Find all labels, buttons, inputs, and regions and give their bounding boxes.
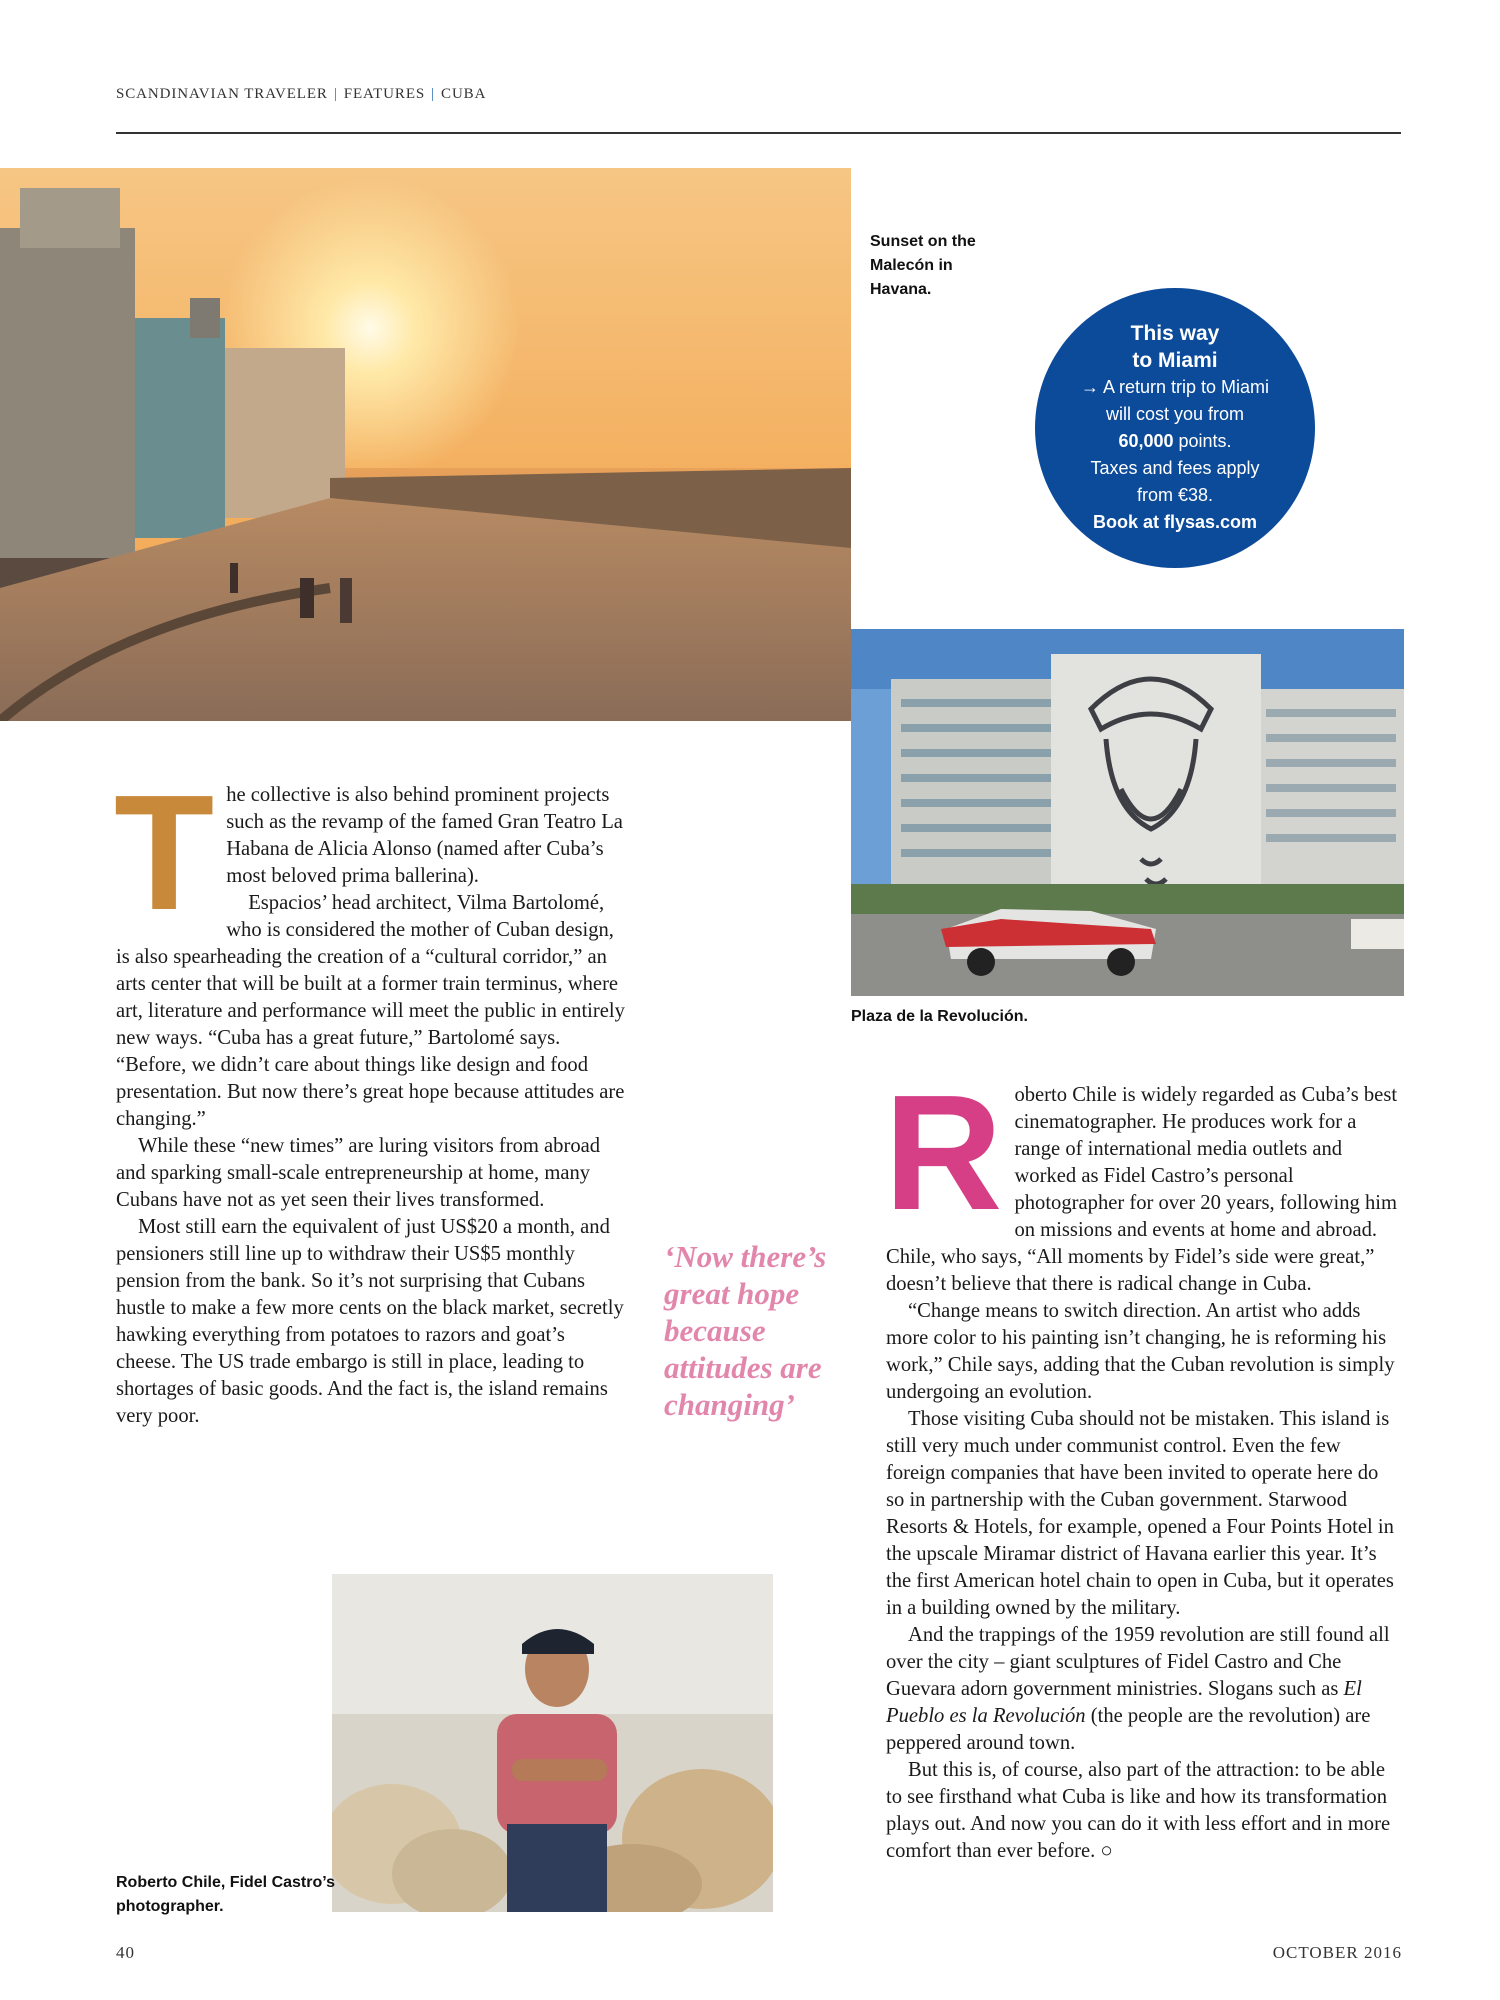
paragraph-text: he collective is also behind prominent projects such as the revamp of the famed Gran Teatro La Habana de Alicia Alonso (named after Cuba’s most beloved prima ballerina). [226, 784, 623, 887]
drop-cap-t: T [114, 761, 215, 944]
separator: | [333, 86, 338, 102]
article-paragraph: Most still earn the equivalent of just US$20 a month, and pensioners still line up to withdraw their US$5 monthly pension from the bank. So it’s not surprising that Cubans hustle to make a few more cents on the black market, secretly hawking everything from potatoes to razors and goat’s cheese. The US trade embargo is still in place, leading to shortages of basic goods. And the fact is, the island remains very poor. [116, 1216, 624, 1427]
section-name: FEATURES [343, 86, 426, 102]
article-paragraph [114, 761, 626, 944]
chile-caption: Roberto Chile, Fidel Castro’s photographer. [116, 1874, 335, 1915]
paragraph-text: oberto Chile is widely regarded as Cuba’s best cinematographer. He produces work for a range of international media outlets and worked as Fidel Castro’s personal photographer for over 20 years, following him on missions and events at home and abroad. Chile, who says, “All moments by Fidel’s side were great,” doesn’t believe that there is radical change in Cuba. [886, 1084, 1398, 1295]
magazine-name: SCANDINAVIAN TRAVELER [116, 86, 328, 102]
article-paragraph: While these “new times” are luring visitors from abroad and sparking small-scale entrepreneurship at home, many Cubans have not as yet seen their lives transformed. [116, 1135, 601, 1211]
promo-points-label: points. [1173, 431, 1232, 451]
issue-date: OCTOBER 2016 [1272, 1943, 1402, 1962]
paragraph-text: (the people are the revolution) are peppered around town. [886, 1705, 1371, 1754]
promo-title-line2: to Miami [1132, 349, 1218, 372]
running-head [116, 86, 486, 103]
article-paragraph: Espacios’ head architect, Vilma Bartolomé, who is considered the mother of Cuban design, is also spearheading the creation of a “cultural corridor,” an arts center that will be built at a former train terminus, where art, literature and performance will meet the public in entirely new ways. “Cuba has a great future,” Bartolomé says. “Before, we didn’t care about things like design and food presentation. But now there’s great hope because attitudes are changing.” [116, 892, 625, 1130]
promo-line5: from €38. [1136, 485, 1214, 505]
header-rule [116, 132, 1401, 134]
slogan-italic: El Pueblo es la Revolución [886, 1678, 1362, 1727]
drop-cap-r: R [884, 1061, 1003, 1244]
promo-title-line1: This way [1130, 322, 1220, 345]
promo-line1: → A return trip to Miami [1080, 377, 1270, 397]
article-paragraph: “Change means to switch direction. An artist who adds more color to his painting isn’t changing, he is reforming his work,” Chile says, adding that the Cuban revolution is simply undergoing an evolution. [886, 1300, 1395, 1403]
miami-promo-badge [1035, 288, 1315, 568]
sunset-caption: Sunset on the Malecón in Havana. [870, 233, 976, 298]
topic-name: CUBA [441, 86, 487, 102]
article-paragraph [884, 1061, 1401, 1298]
malecon-sunset-photo [0, 168, 851, 721]
separator: | [431, 86, 436, 102]
promo-line4: Taxes and fees apply [1090, 458, 1260, 478]
article-column-right [884, 1061, 1401, 1865]
plaza-caption: Plaza de la Revolución. [851, 1008, 1028, 1025]
paragraph-text: And the trappings of the 1959 revolution are still found all over the city – giant sculptures of Fidel Castro and Che Guevara adorn government ministries. Slogans such as [886, 1624, 1390, 1700]
promo-booking-link[interactable]: Book at flysas.com [1092, 512, 1258, 532]
article-column-left [114, 761, 626, 1430]
article-paragraph [886, 1622, 1401, 1757]
page-number: 40 [116, 1943, 135, 1962]
promo-points-value: 60,000 [1118, 431, 1174, 451]
plaza-revolucion-photo [851, 629, 1404, 996]
article-paragraph: But this is, of course, also part of the attraction: to be able to see firsthand what Cuba is like and how its transformation plays out. And now you can do it with less effort and in more comfort than ever before. ○ [886, 1759, 1391, 1862]
article-paragraph: Those visiting Cuba should not be mistaken. This island is still very much under communist control. Even the few foreign companies that have been invited to operate here do so in partnership with the Cuban government. Starwood Resorts & Hotels, for example, opened a Four Points Hotel in the upscale Miramar district of Havana earlier this year. It’s the first American hotel chain to open in Cuba, but it operates in a building owned by the military. [886, 1408, 1394, 1619]
roberto-chile-photo [332, 1574, 773, 1912]
promo-points [1118, 428, 1231, 455]
pull-quote: ‘Now there’s great hope because attitudes are changing’ [664, 1239, 827, 1422]
promo-line2: will cost you from [1105, 404, 1245, 424]
